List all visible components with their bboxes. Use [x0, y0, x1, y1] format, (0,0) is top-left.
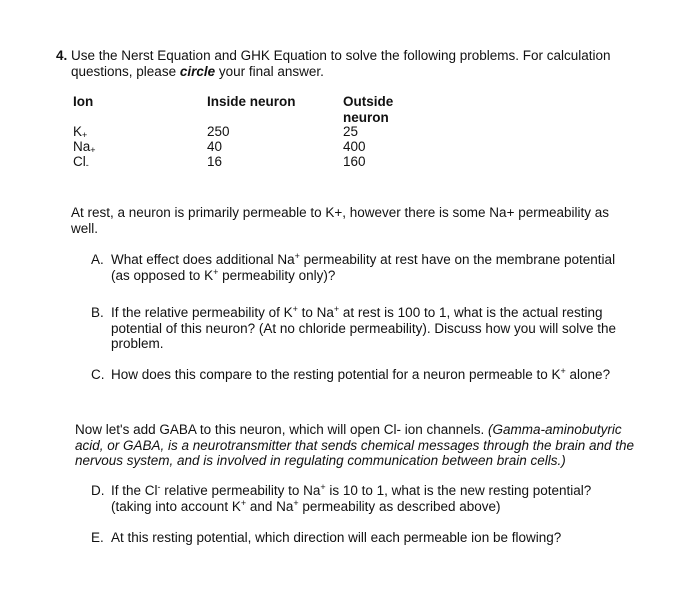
question-number: 4. [56, 48, 68, 63]
gaba-line1: Now let's add GABA to this neuron, which will open Cl- ion channels. (Gamma-aminobutyric [75, 422, 622, 437]
table-cell-inside: 250 [207, 124, 230, 139]
table-row-ion: $K_+$ [73, 124, 88, 140]
intro-line2: well. [71, 221, 99, 236]
table-cell-outside: 160 [343, 154, 366, 169]
part-b-letter: B. [91, 305, 104, 320]
part-b-line2: potential of this neuron? (At no chloride permeability). Discuss how you will solve the [111, 321, 616, 336]
question-text-emphasis: circle [179, 64, 216, 79]
part-a-letter: A. [91, 252, 104, 267]
part-d-line2: (taking into account K+ and Na+ permeability as described above) [111, 498, 501, 514]
part-a-line1: What effect does additional Na+ permeability at rest have on the membrane potential [111, 251, 616, 267]
table-header-ion: Ion [73, 94, 94, 109]
question-text-line1: Use the Nerst Equation and GHK Equation to solve the following problems. For calculation [71, 48, 611, 63]
table-cell-outside: 400 [343, 139, 366, 154]
part-d-line1: If the Cl- relative permeability to Na+ is 10 to 1, what is the new resting potential? [111, 482, 592, 498]
part-c-letter: C. [91, 367, 105, 382]
part-b-line1: If the relative permeability of K+ to Na+ at rest is 100 to 1, what is the actual resting [111, 304, 603, 320]
table-row-ion: $Na_+$ [73, 139, 96, 155]
table-row-ion: $Cl_-$ [73, 154, 89, 170]
question-text-pre: questions, please [71, 64, 180, 79]
part-d-letter: D. [91, 483, 105, 498]
table-cell-outside: 25 [343, 124, 359, 139]
gaba-line3: nervous system, and is involved in regulating communication between brain cells.) [75, 453, 566, 468]
table-cell-inside: 40 [207, 139, 223, 154]
part-e-letter: E. [91, 530, 104, 545]
question-text-post: your final answer. [215, 64, 324, 79]
part-e-line1: At this resting potential, which direction will each permeable ion be flowing? [111, 530, 562, 545]
part-a-line2: (as opposed to K+ permeability only)? [111, 267, 336, 283]
table-cell-inside: 16 [207, 154, 223, 169]
table-header-outside-line2: neuron [343, 110, 389, 125]
part-c-line1: How does this compare to the resting potential for a neuron permeable to K+ alone? [111, 366, 611, 382]
table-header-outside-line1: Outside [343, 94, 394, 109]
table-header-inside: Inside neuron [207, 94, 296, 109]
gaba-line2: acid, or GABA, is a neurotransmitter that sends chemical messages through the brain and the [75, 438, 635, 453]
part-b-line3: problem. [111, 336, 164, 351]
intro-line1: At rest, a neuron is primarily permeable to K+, however there is some Na+ permeability as [71, 205, 609, 220]
question-text-line2 [71, 64, 324, 79]
